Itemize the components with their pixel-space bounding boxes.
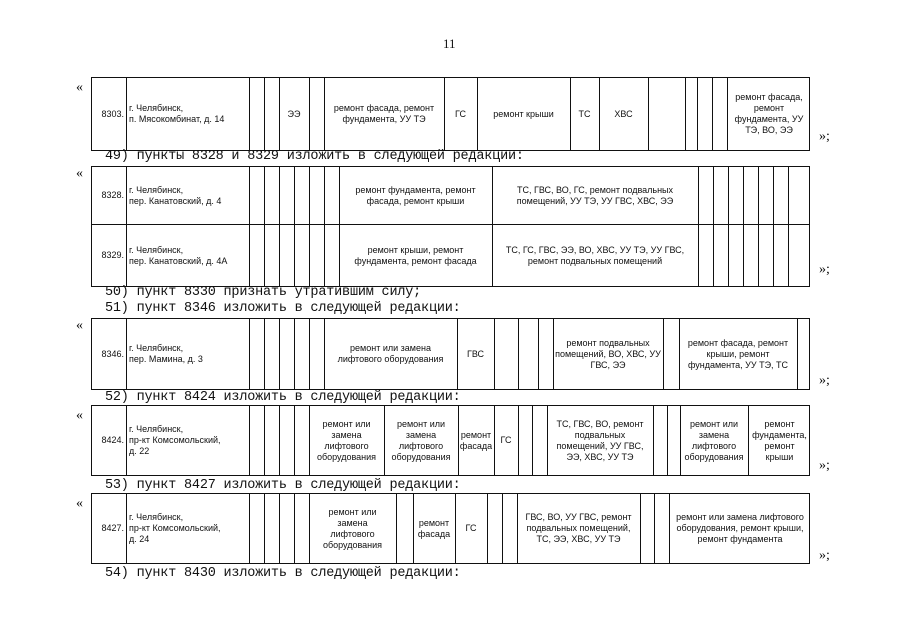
cell-work: ремонт или замена лифтового оборудования, ремонт крыши, ремонт фундамента bbox=[676, 512, 804, 544]
cell-work: ремонт или замена лифтового оборудования bbox=[391, 418, 451, 462]
cell-work: ГС bbox=[465, 523, 477, 533]
table-row bbox=[92, 167, 809, 224]
cell-work: ремонт фасада, ремонт фундамента, УУ ТЭ bbox=[333, 103, 435, 124]
address: г. Челябинск, пер. Мамина, д. 3 bbox=[129, 343, 203, 364]
item-heading: 54) пункт 8430 изложить в следующей редакции: bbox=[105, 566, 461, 581]
row-number: 8427. bbox=[101, 523, 124, 533]
cell-work: ремонт фасада, ремонт крыши, ремонт фундамента, УУ ТЭ, ТС bbox=[687, 337, 789, 370]
table-8328-8329 bbox=[91, 166, 810, 287]
item-heading: 52) пункт 8424 изложить в следующей редакции: bbox=[105, 390, 461, 405]
cell-work: ГС bbox=[455, 108, 466, 119]
cell-work: ремонт или замена лифтового оборудования bbox=[337, 343, 444, 364]
cell-work: ремонт или замена лифтового оборудования bbox=[684, 418, 744, 462]
cell-work: ТС bbox=[578, 108, 591, 119]
table-8346 bbox=[91, 318, 810, 390]
item-heading: 53) пункт 8427 изложить в следующей редакции: bbox=[105, 478, 461, 493]
address: г. Челябинск, пер. Канатовский, д. 4 bbox=[129, 184, 222, 206]
cell-work: ГС bbox=[500, 435, 512, 445]
cell-work: ТС, ГВС, ВО, ГС, ремонт подвальных помещений, УУ ТЭ, УУ ГВС, ХВС, ЭЭ bbox=[516, 184, 674, 206]
closing-mark: »; bbox=[819, 548, 830, 563]
cell-work: ремонт фасада bbox=[417, 517, 451, 539]
table-8303 bbox=[91, 77, 810, 151]
cell-work: ремонт или замена лифтового оборудования bbox=[322, 506, 383, 550]
opening-quote: « bbox=[76, 496, 83, 511]
row-number: 8328. bbox=[101, 190, 124, 200]
opening-quote: « bbox=[76, 166, 83, 181]
cell-work: ремонт крыши bbox=[493, 108, 554, 119]
cell-work: ГВС bbox=[466, 348, 485, 359]
cell-work: ХВС bbox=[614, 108, 633, 119]
row-number: 8424. bbox=[101, 435, 124, 445]
row-number: 8346. bbox=[101, 348, 124, 359]
address: г. Челябинск, пер. Канатовский, д. 4А bbox=[129, 244, 228, 266]
item-heading: 51) пункт 8346 изложить в следующей редакции: bbox=[105, 301, 461, 316]
address: г. Челябинск, пр-кт Комсомольский, д. 22 bbox=[129, 424, 221, 456]
table-8427 bbox=[91, 493, 810, 564]
opening-quote: « bbox=[76, 318, 83, 333]
opening-quote: « bbox=[76, 408, 83, 423]
cell-work: ремонт или замена лифтового оборудования bbox=[316, 418, 377, 462]
cell-work: ремонт фасада bbox=[459, 429, 493, 451]
cell-work: ремонт крыши, ремонт фундамента, ремонт фасада bbox=[354, 244, 477, 266]
closing-mark: »; bbox=[819, 129, 830, 144]
item-heading: 49) пункты 8328 и 8329 изложить в следующей редакции: bbox=[105, 149, 524, 164]
address: г. Челябинск, пр-кт Комсомольский, д. 24 bbox=[129, 512, 221, 544]
page-number: 11 bbox=[443, 36, 456, 51]
cell-work: ремонт фундамента, ремонт фасада, ремонт крыши bbox=[355, 184, 476, 206]
closing-mark: »; bbox=[819, 373, 830, 388]
row-number: 8329. bbox=[101, 250, 124, 260]
cell-work: ТС, ГВС, ВО, ремонт подвальных помещений, УУ ГВС, ЭЭ, ХВС, УУ ТЭ bbox=[556, 418, 644, 462]
opening-quote: « bbox=[76, 80, 83, 95]
cell-work: ЭЭ bbox=[287, 108, 301, 119]
table-8424 bbox=[91, 405, 810, 476]
cell-work: ремонт подвальных помещений, ВО, ХВС, УУ ГВС, ЭЭ bbox=[555, 337, 661, 370]
cell-work: ремонт фундамента, ремонт крыши bbox=[752, 418, 807, 462]
cell-work: ГВС, ВО, УУ ГВС, ремонт подвальных помещений, ТС, ЭЭ, ХВС, УУ ТЭ bbox=[525, 512, 632, 544]
closing-mark: »; bbox=[819, 262, 830, 277]
closing-mark: »; bbox=[819, 458, 830, 473]
item-heading: 50) пункт 8330 признать утратившим силу; bbox=[105, 285, 422, 300]
row-number: 8303. bbox=[101, 108, 124, 119]
cell-work: ТС, ГС, ГВС, ЭЭ, ВО, ХВС, УУ ТЭ, УУ ГВС, ремонт подвальных помещений bbox=[505, 244, 685, 266]
cell-work: ремонт фасада, ремонт фундамента, УУ ТЭ, ВО, ЭЭ bbox=[734, 92, 804, 135]
table-row bbox=[92, 224, 809, 286]
address: г. Челябинск, п. Мясокомбинат, д. 14 bbox=[129, 103, 225, 124]
